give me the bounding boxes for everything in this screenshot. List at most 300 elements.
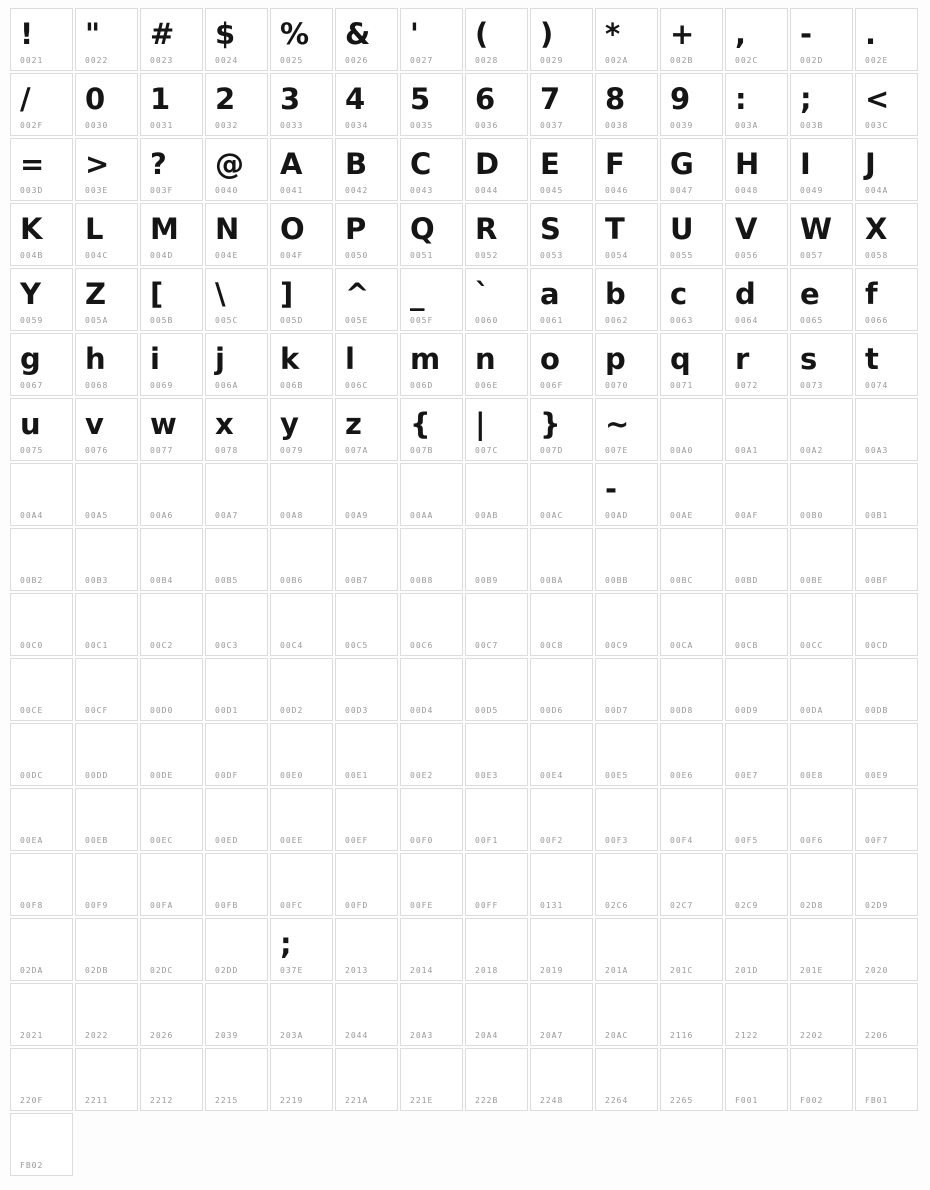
glyph-character: 3 [280,82,301,116]
glyph-cell[interactable] [855,463,918,526]
glyph-cell[interactable] [270,398,333,461]
codepoint-label: 2265 [670,1096,694,1105]
glyph-cell[interactable] [75,853,138,916]
glyph-cell[interactable] [400,658,463,721]
glyph-cell[interactable] [790,1048,853,1111]
glyph-cell[interactable] [75,73,138,136]
glyph-cell[interactable] [855,1048,918,1111]
glyph-cell[interactable] [660,203,723,266]
glyph-cell[interactable] [75,203,138,266]
glyph-character [466,919,527,924]
glyph-character [206,724,267,729]
glyph-character [466,464,527,469]
glyph-cell[interactable] [465,853,528,916]
codepoint-label: 00DA [800,706,824,715]
glyph-cell[interactable] [205,73,268,136]
glyph-cell[interactable] [660,463,723,526]
glyph-cell[interactable] [530,593,593,656]
codepoint-label: 0076 [85,446,109,455]
glyph-cell[interactable] [855,528,918,591]
glyph-cell[interactable] [790,853,853,916]
glyph-character [791,594,852,599]
glyph-character: ! [20,17,34,51]
glyph-cell[interactable] [10,1113,73,1176]
glyph-cell[interactable] [725,723,788,786]
glyph-cell[interactable] [10,658,73,721]
glyph-cell[interactable] [790,463,853,526]
glyph-cell[interactable] [530,203,593,266]
glyph-cell[interactable] [855,918,918,981]
codepoint-label: 00ED [215,836,239,845]
codepoint-label: 2039 [215,1031,239,1040]
glyph-cell[interactable] [400,983,463,1046]
glyph-cell[interactable] [725,528,788,591]
glyph-cell[interactable] [75,398,138,461]
glyph-cell[interactable] [595,1048,658,1111]
glyph-cell[interactable] [400,333,463,396]
glyph-cell[interactable] [465,8,528,71]
glyph-cell[interactable] [595,658,658,721]
glyph-character: C [410,147,432,181]
glyph-cell[interactable] [270,723,333,786]
glyph-cell[interactable] [205,658,268,721]
glyph-cell[interactable] [790,203,853,266]
glyph-character: b [605,277,626,311]
codepoint-label: 2021 [20,1031,44,1040]
glyph-cell[interactable] [465,333,528,396]
glyph-cell[interactable] [465,138,528,201]
glyph-cell[interactable] [465,203,528,266]
glyph-cell[interactable] [595,918,658,981]
glyph-cell[interactable] [595,73,658,136]
glyph-cell[interactable] [855,593,918,656]
glyph-character [11,464,72,469]
glyph-cell[interactable] [465,463,528,526]
codepoint-label: 004C [85,251,109,260]
glyph-cell[interactable] [10,268,73,331]
glyph-cell[interactable] [725,788,788,851]
glyph-character: Y [20,277,41,311]
glyph-cell[interactable] [140,918,203,981]
glyph-character: l [345,342,355,376]
glyph-cell[interactable] [10,723,73,786]
glyph-cell[interactable] [465,918,528,981]
codepoint-label: 2044 [345,1031,369,1040]
glyph-cell[interactable] [595,203,658,266]
glyph-cell[interactable] [725,593,788,656]
glyph-cell[interactable] [205,268,268,331]
glyph-cell[interactable] [595,463,658,526]
glyph-cell[interactable] [725,268,788,331]
glyph-cell[interactable] [790,528,853,591]
glyph-cell[interactable] [465,658,528,721]
glyph-cell[interactable] [270,463,333,526]
glyph-cell[interactable] [855,398,918,461]
glyph-cell[interactable] [660,853,723,916]
glyph-cell[interactable] [270,73,333,136]
glyph-character [401,984,462,989]
glyph-cell[interactable] [660,918,723,981]
glyph-cell[interactable] [335,788,398,851]
glyph-character: - [800,17,813,51]
glyph-cell[interactable] [400,203,463,266]
glyph-cell[interactable] [855,268,918,331]
glyph-cell[interactable] [205,203,268,266]
codepoint-label: 0064 [735,316,759,325]
glyph-cell[interactable] [855,788,918,851]
glyph-cell[interactable] [855,853,918,916]
glyph-cell[interactable] [10,918,73,981]
glyph-cell[interactable] [10,333,73,396]
glyph-cell[interactable] [400,788,463,851]
glyph-character [76,724,137,729]
glyph-cell[interactable] [205,463,268,526]
glyph-cell[interactable] [140,853,203,916]
glyph-cell[interactable] [790,138,853,201]
glyph-cell[interactable] [530,853,593,916]
codepoint-label: 2018 [475,966,499,975]
glyph-cell[interactable] [75,528,138,591]
glyph-character: u [20,407,41,441]
glyph-cell[interactable] [10,203,73,266]
glyph-cell[interactable] [205,918,268,981]
glyph-cell[interactable] [335,983,398,1046]
glyph-cell[interactable] [465,983,528,1046]
glyph-cell[interactable] [75,918,138,981]
glyph-cell[interactable] [270,268,333,331]
glyph-character: F [605,147,625,181]
codepoint-label: 221A [345,1096,369,1105]
codepoint-label: 00BD [735,576,759,585]
glyph-cell[interactable] [270,528,333,591]
glyph-cell[interactable] [855,723,918,786]
glyph-cell[interactable] [465,788,528,851]
glyph-cell[interactable] [790,658,853,721]
glyph-cell[interactable] [660,983,723,1046]
glyph-cell[interactable] [400,463,463,526]
glyph-cell[interactable] [465,723,528,786]
glyph-cell[interactable] [790,8,853,71]
glyph-cell[interactable] [465,398,528,461]
glyph-character: ? [150,147,167,181]
glyph-cell[interactable] [270,1048,333,1111]
glyph-cell[interactable] [140,788,203,851]
codepoint-label: 00CC [800,641,824,650]
codepoint-label: 0071 [670,381,694,390]
glyph-cell[interactable] [855,8,918,71]
glyph-cell[interactable] [660,138,723,201]
glyph-cell[interactable] [725,983,788,1046]
glyph-cell[interactable] [530,463,593,526]
glyph-cell[interactable] [790,788,853,851]
glyph-cell[interactable] [660,528,723,591]
glyph-cell[interactable] [400,918,463,981]
glyph-character [76,854,137,859]
codepoint-label: FB01 [865,1096,889,1105]
glyph-cell[interactable] [205,1048,268,1111]
glyph-cell[interactable] [75,268,138,331]
glyph-cell[interactable] [790,983,853,1046]
glyph-cell[interactable] [335,723,398,786]
glyph-character [661,854,722,859]
glyph-cell[interactable] [790,268,853,331]
glyph-cell[interactable] [725,333,788,396]
glyph-cell[interactable] [855,658,918,721]
glyph-cell[interactable] [465,593,528,656]
glyph-character: z [345,407,362,441]
glyph-cell[interactable] [530,983,593,1046]
codepoint-label: 005D [280,316,304,325]
glyph-cell[interactable] [75,788,138,851]
glyph-cell[interactable] [140,463,203,526]
glyph-cell[interactable] [10,788,73,851]
codepoint-label: 0035 [410,121,434,130]
glyph-character [76,659,137,664]
glyph-cell[interactable] [790,333,853,396]
glyph-cell[interactable] [855,73,918,136]
codepoint-label: 00E7 [735,771,759,780]
glyph-cell[interactable] [725,203,788,266]
glyph-cell[interactable] [660,593,723,656]
glyph-cell[interactable] [855,203,918,266]
glyph-cell[interactable] [790,723,853,786]
codepoint-label: 00B8 [410,576,434,585]
glyph-character: d [735,277,756,311]
glyph-cell[interactable] [725,918,788,981]
glyph-cell[interactable] [75,8,138,71]
glyph-cell[interactable] [400,723,463,786]
glyph-cell[interactable] [400,593,463,656]
glyph-cell[interactable] [725,8,788,71]
glyph-cell[interactable] [530,723,593,786]
glyph-cell[interactable] [790,398,853,461]
glyph-cell[interactable] [75,983,138,1046]
glyph-cell[interactable] [205,528,268,591]
glyph-cell[interactable] [335,528,398,591]
glyph-cell[interactable] [270,593,333,656]
glyph-cell[interactable] [205,8,268,71]
glyph-cell[interactable] [10,8,73,71]
glyph-cell[interactable] [270,658,333,721]
glyph-cell[interactable] [140,528,203,591]
glyph-cell[interactable] [725,73,788,136]
glyph-cell[interactable] [205,333,268,396]
glyph-character [856,659,917,664]
glyph-cell[interactable] [140,268,203,331]
glyph-cell[interactable] [660,268,723,331]
glyph-cell[interactable] [75,138,138,201]
glyph-cell[interactable] [530,398,593,461]
glyph-cell[interactable] [595,853,658,916]
glyph-cell[interactable] [530,1048,593,1111]
glyph-cell[interactable] [140,333,203,396]
glyph-character [11,854,72,859]
glyph-cell[interactable] [595,723,658,786]
glyph-character [206,854,267,859]
glyph-cell[interactable] [725,1048,788,1111]
glyph-cell[interactable] [790,918,853,981]
glyph-cell[interactable] [335,658,398,721]
glyph-cell[interactable] [140,73,203,136]
glyph-cell[interactable] [335,398,398,461]
glyph-cell[interactable] [270,8,333,71]
glyph-cell[interactable] [595,788,658,851]
glyph-cell[interactable] [10,463,73,526]
glyph-cell[interactable] [725,853,788,916]
glyph-cell[interactable] [400,268,463,331]
glyph-cell[interactable] [270,333,333,396]
glyph-cell[interactable] [400,1048,463,1111]
glyph-cell[interactable] [270,983,333,1046]
glyph-cell[interactable] [660,398,723,461]
glyph-cell[interactable] [530,658,593,721]
codepoint-label: 2206 [865,1031,889,1040]
glyph-character [271,854,332,859]
glyph-cell[interactable] [140,1048,203,1111]
glyph-character: . [865,17,877,51]
glyph-cell[interactable] [335,333,398,396]
glyph-cell[interactable] [335,268,398,331]
glyph-cell[interactable] [140,658,203,721]
glyph-cell[interactable] [855,138,918,201]
glyph-cell[interactable] [465,268,528,331]
glyph-character: A [280,147,303,181]
glyph-cell[interactable] [595,983,658,1046]
glyph-cell[interactable] [530,73,593,136]
glyph-cell[interactable] [335,203,398,266]
glyph-cell[interactable] [660,788,723,851]
glyph-cell[interactable] [10,73,73,136]
glyph-cell[interactable] [725,138,788,201]
glyph-cell[interactable] [400,138,463,201]
glyph-cell[interactable] [400,398,463,461]
glyph-cell[interactable] [530,8,593,71]
glyph-cell[interactable] [595,8,658,71]
glyph-cell[interactable] [595,593,658,656]
glyph-cell[interactable] [335,73,398,136]
glyph-character [791,789,852,794]
glyph-cell[interactable] [270,203,333,266]
glyph-cell[interactable] [595,268,658,331]
glyph-cell[interactable] [400,528,463,591]
glyph-cell[interactable] [270,918,333,981]
glyph-cell[interactable] [660,1048,723,1111]
glyph-cell[interactable] [660,333,723,396]
glyph-cell[interactable] [10,138,73,201]
glyph-cell[interactable] [465,1048,528,1111]
glyph-cell[interactable] [10,983,73,1046]
glyph-cell[interactable] [205,853,268,916]
glyph-cell[interactable] [400,73,463,136]
glyph-character: = [20,147,45,181]
glyph-cell[interactable] [335,1048,398,1111]
glyph-cell[interactable] [335,8,398,71]
glyph-character [336,789,397,794]
glyph-cell[interactable] [335,918,398,981]
glyph-cell[interactable] [140,398,203,461]
glyph-cell[interactable] [205,593,268,656]
codepoint-label: 004D [150,251,174,260]
glyph-cell[interactable] [660,73,723,136]
codepoint-label: 0053 [540,251,564,260]
glyph-cell[interactable] [10,853,73,916]
glyph-cell[interactable] [140,593,203,656]
codepoint-label: 00A9 [345,511,369,520]
glyph-cell[interactable] [205,723,268,786]
glyph-cell[interactable] [10,528,73,591]
glyph-cell[interactable] [335,463,398,526]
glyph-cell[interactable] [75,723,138,786]
glyph-cell[interactable] [530,788,593,851]
glyph-cell[interactable] [205,398,268,461]
glyph-cell[interactable] [10,593,73,656]
glyph-cell[interactable] [140,8,203,71]
glyph-character: K [20,212,43,246]
glyph-cell[interactable] [530,268,593,331]
glyph-cell[interactable] [270,138,333,201]
glyph-cell[interactable] [75,333,138,396]
glyph-cell[interactable] [140,723,203,786]
glyph-cell[interactable] [595,398,658,461]
glyph-cell[interactable] [595,138,658,201]
glyph-cell[interactable] [335,853,398,916]
glyph-cell[interactable] [725,658,788,721]
codepoint-label: 0067 [20,381,44,390]
glyph-cell[interactable] [465,73,528,136]
glyph-cell[interactable] [335,138,398,201]
glyph-character [791,399,852,404]
glyph-cell[interactable] [725,463,788,526]
glyph-cell[interactable] [855,333,918,396]
glyph-cell[interactable] [660,658,723,721]
glyph-cell[interactable] [855,983,918,1046]
glyph-cell[interactable] [75,593,138,656]
glyph-cell[interactable] [75,1048,138,1111]
glyph-cell[interactable] [335,593,398,656]
glyph-cell[interactable] [140,138,203,201]
glyph-cell[interactable] [140,203,203,266]
glyph-cell[interactable] [270,853,333,916]
glyph-cell[interactable] [660,723,723,786]
glyph-cell[interactable] [530,918,593,981]
glyph-cell[interactable] [140,983,203,1046]
glyph-cell[interactable] [10,398,73,461]
glyph-cell[interactable] [400,8,463,71]
glyph-cell[interactable] [595,333,658,396]
codepoint-label: 00DC [20,771,44,780]
codepoint-label: 2022 [85,1031,109,1040]
glyph-cell[interactable] [400,853,463,916]
glyph-cell[interactable] [465,528,528,591]
glyph-cell[interactable] [790,593,853,656]
glyph-cell[interactable] [595,528,658,591]
glyph-character [726,919,787,924]
glyph-cell[interactable] [205,788,268,851]
glyph-cell[interactable] [10,1048,73,1111]
glyph-cell[interactable] [205,983,268,1046]
codepoint-label: 00DB [865,706,889,715]
glyph-cell[interactable] [530,138,593,201]
glyph-cell[interactable] [270,788,333,851]
glyph-cell[interactable] [530,333,593,396]
glyph-cell[interactable] [205,138,268,201]
glyph-cell[interactable] [790,73,853,136]
glyph-cell[interactable] [725,398,788,461]
glyph-cell[interactable] [660,8,723,71]
glyph-cell[interactable] [75,658,138,721]
glyph-cell[interactable] [530,528,593,591]
glyph-cell[interactable] [75,463,138,526]
